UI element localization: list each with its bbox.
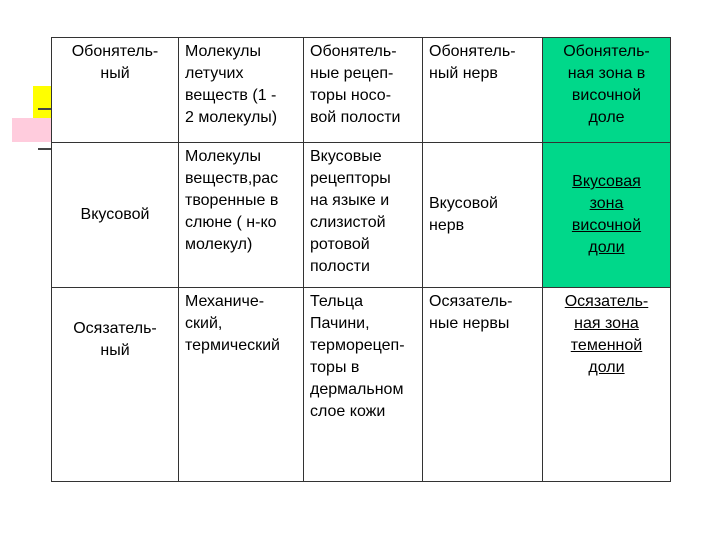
cortex-zone-cell xyxy=(543,38,671,143)
cortex-zone-text: Вкусовая зона височной доли xyxy=(571,173,642,256)
nerve-cell: Обонятель- ный нерв xyxy=(423,38,543,143)
stimulus-cell: Молекулы летучих веществ (1 - 2 молекулы) xyxy=(179,38,304,143)
table-row xyxy=(52,38,671,143)
table-row xyxy=(52,143,671,288)
cortex-zone-cell xyxy=(543,288,671,482)
table-row xyxy=(52,288,671,482)
sense-cell: Вкусовой xyxy=(52,143,179,288)
decor-pink-square xyxy=(12,118,52,142)
receptors-cell: Вкусовые рецепторы на языке и слизистой ротовой полости xyxy=(304,143,423,288)
cortex-zone-text: Обонятель- ная зона в височной доле xyxy=(563,43,650,126)
cortex-zone-cell xyxy=(543,143,671,288)
stimulus-cell: Молекулы веществ,рас творенные в слюне ( н-ко молекул) xyxy=(179,143,304,288)
nerve-cell: Вкусовой нерв xyxy=(423,143,543,288)
sense-cell: Обонятель- ный xyxy=(52,38,179,143)
cortex-zone-text: Осязатель- ная зона теменной доли xyxy=(564,293,649,376)
stimulus-cell: Механиче- ский, термический xyxy=(179,288,304,482)
receptors-cell: Обонятель- ные рецеп- торы носо- вой полости xyxy=(304,38,423,143)
nerve-cell: Осязатель- ные нервы xyxy=(423,288,543,482)
sense-cell: Осязатель- ный xyxy=(52,288,179,482)
receptors-cell: Тельца Пачини, терморецеп- торы в дермальном слое кожи xyxy=(304,288,423,482)
senses-table xyxy=(51,37,671,482)
